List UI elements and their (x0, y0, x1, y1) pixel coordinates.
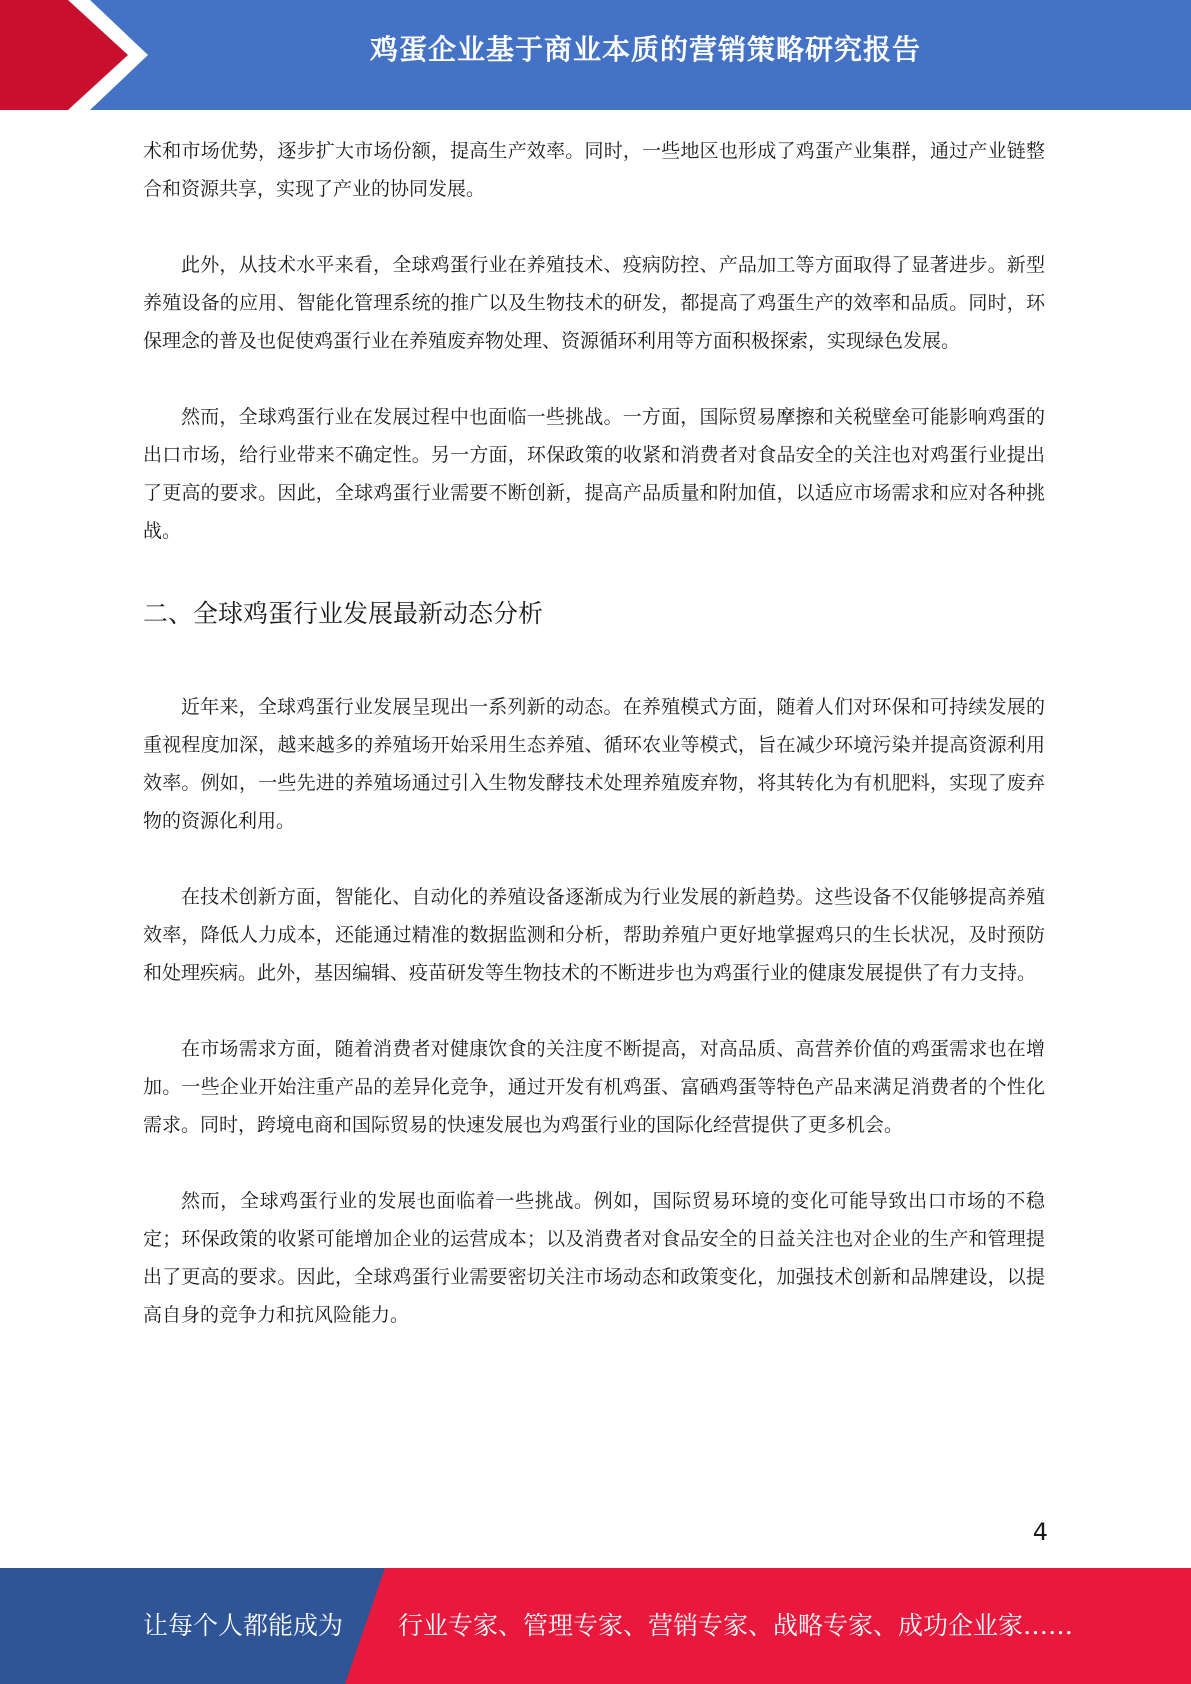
paragraph: 术和市场优势，逐步扩大市场份额，提高生产效率。同时，一些地区也形成了鸡蛋产业集群，通过产业链整合和资源共享，实现了产业的协同发展。 (143, 140, 1045, 200)
header-title: 鸡蛋企业基于商业本质的营销策略研究报告 (369, 33, 921, 66)
paragraph: 然而，全球鸡蛋行业的发展也面临着一些挑战。例如，国际贸易环境的变化可能导致出口市场的不稳定；环保政策的收紧可能增加企业的运营成本；以及消费者对食品安全的日益关注也对企业的生产和管理提出了更高的要求。因此，全球鸡蛋行业需要密切关注市场动态和政策变化，加强技术创新和品牌建设，以提高自身的竞争力和抗风险能力。 (143, 1190, 1045, 1326)
paragraph: 在市场需求方面，随着消费者对健康饮食的关注度不断提高，对高品质、高营养价值的鸡蛋需求也在增加。一些企业开始注重产品的差异化竞争，通过开发有机鸡蛋、富硒鸡蛋等特色产品来满足消费者的个性化需求。同时，跨境电商和国际贸易的快速发展也为鸡蛋行业的国际化经营提供了更多机会。 (143, 1038, 1045, 1136)
paragraph: 此外，从技术水平来看，全球鸡蛋行业在养殖技术、疫病防控、产品加工等方面取得了显著进步。新型养殖设备的应用、智能化管理系统的推广以及生物技术的研发，都提高了鸡蛋生产的效率和品质。同时，环保理念的普及也促使鸡蛋行业在养殖废弃物处理、资源循环利用等方面积极探索，实现绿色发展。 (143, 254, 1045, 352)
page-header (0, 0, 1191, 110)
paragraph: 然而，全球鸡蛋行业在发展过程中也面临一些挑战。一方面，国际贸易摩擦和关税壁垒可能影响鸡蛋的出口市场，给行业带来不确定性。另一方面，环保政策的收紧和消费者对食品安全的关注也对鸡蛋行业提出了更高的要求。因此，全球鸡蛋行业需要不断创新，提高产品质量和附加值，以适应市场需求和应对各种挑战。 (143, 406, 1045, 542)
header-chevron-icon (0, 0, 160, 110)
page-footer (0, 1568, 1191, 1684)
document-body (143, 132, 1045, 1372)
footer-slogan-left: 让每个人都能成为 (143, 1611, 344, 1640)
section-heading: 二、全球鸡蛋行业发展最新动态分析 (143, 599, 544, 628)
footer-slogan-right: 行业专家、管理专家、营销专家、战略专家、成功企业家…… (398, 1611, 1074, 1640)
paragraph: 在技术创新方面，智能化、自动化的养殖设备逐渐成为行业发展的新趋势。这些设备不仅能够提高养殖效率，降低人力成本，还能通过精准的数据监测和分析，帮助养殖户更好地掌握鸡只的生长状况，及时预防和处理疾病。此外，基因编辑、疫苗研发等生物技术的不断进步也为鸡蛋行业的健康发展提供了有力支持。 (143, 886, 1045, 984)
page-number: 4 (1032, 1518, 1048, 1546)
paragraph: 近年来，全球鸡蛋行业发展呈现出一系列新的动态。在养殖模式方面，随着人们对环保和可持续发展的重视程度加深，越来越多的养殖场开始采用生态养殖、循环农业等模式，旨在减少环境污染并提高资源利用效率。例如，一些先进的养殖场通过引入生物发酵技术处理养殖废弃物，将其转化为有机肥料，实现了废弃物的资源化利用。 (143, 696, 1045, 832)
